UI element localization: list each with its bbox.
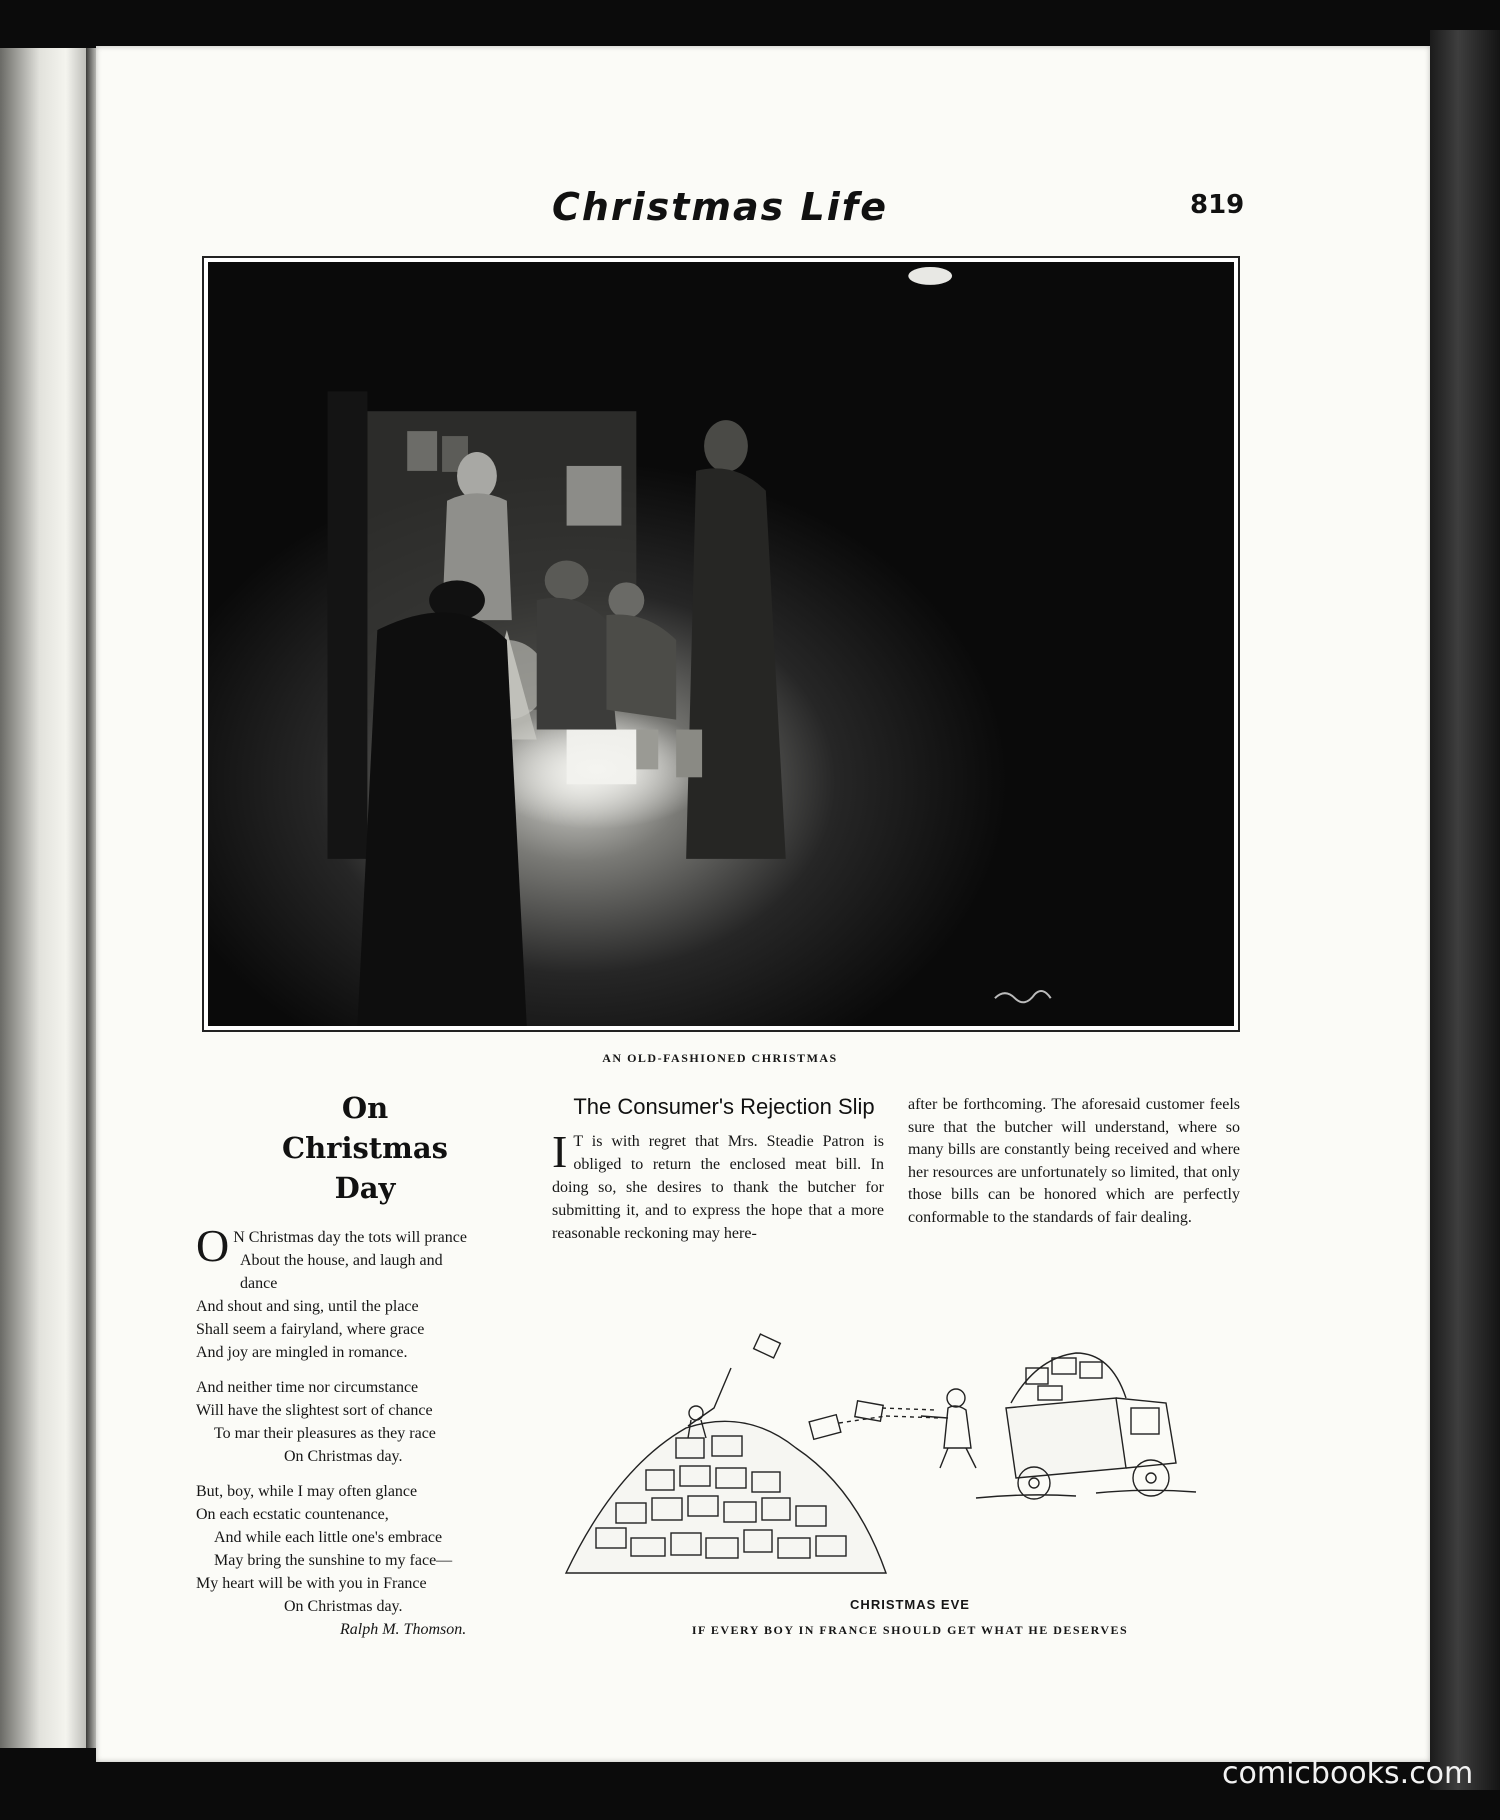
poem-line: But, boy, while I may often glance: [196, 1483, 418, 1500]
poem-line: N Christmas day the tots will prance: [233, 1229, 467, 1246]
poem-line: And neither time nor circumstance: [196, 1379, 419, 1396]
poem-line: On Christmas day.: [284, 1598, 403, 1615]
cartoon-caption-subtitle: IF EVERY BOY IN FRANCE SHOULD GET WHAT HE DESERVES: [691, 1623, 1129, 1637]
article-text-1: T is with regret that Mrs. Steadie Patron is obliged to return the enclosed meat bill. In doing so, she desires to thank the butcher for submitting it, and to express the hope that a more reasonable reckoning may here-: [552, 1133, 884, 1242]
poem-line: dance: [240, 1275, 278, 1292]
poem-stanza: [196, 1376, 530, 1468]
article-column-2: after be forthcoming. The aforesaid customer feels sure that the butcher will understand, where so many bills are constantly being received and where her resources are unfortunately so limited, that only those bills can be honored which are perfectly conformable to the standards of fair dealing.: [908, 1096, 1240, 1226]
watermark-logo: comicbooks.com: [1222, 1756, 1474, 1791]
poem-title-line: Day: [334, 1171, 396, 1205]
poem-stanza: [196, 1220, 530, 1364]
christmas-scene-illustration: [208, 262, 1234, 1026]
left-page-edge: [0, 48, 88, 1748]
poem-line: Shall seem a fairyland, where grace: [196, 1321, 425, 1338]
poem-line: And shout and sing, until the place: [196, 1298, 419, 1315]
poem-line: To mar their pleasures as they race: [214, 1425, 436, 1442]
poem-body: [196, 1220, 530, 1653]
christmas-eve-cartoon: [556, 1298, 1256, 1598]
article-column-1: [552, 1126, 884, 1245]
poem-line: And joy are mingled in romance.: [196, 1344, 408, 1361]
illustration-frame: [202, 256, 1240, 1032]
page-header-title: Christmas Life: [551, 185, 889, 229]
poem-stanza: [196, 1480, 530, 1641]
poem-title: [200, 1088, 530, 1208]
poem-line: About the house, and laugh and: [240, 1252, 443, 1269]
article-title: The Consumer's Rejection Slip: [573, 1094, 875, 1119]
illustration-caption: AN OLD-FASHIONED CHRISTMAS: [602, 1051, 838, 1065]
poem-line: May bring the sunshine to my face—: [214, 1552, 453, 1569]
poem-title-line: Christmas: [282, 1131, 448, 1165]
poem-author: Ralph M. Thomson.: [340, 1621, 467, 1638]
poem-line: On Christmas day.: [284, 1448, 403, 1465]
poem-line: Will have the slightest sort of chance: [196, 1402, 433, 1419]
poem-drop-cap: O: [196, 1220, 230, 1271]
page-number: 819: [1190, 190, 1245, 220]
poem-line: My heart will be with you in France: [196, 1575, 427, 1592]
cartoon-caption-title: CHRISTMAS EVE: [850, 1597, 970, 1612]
poem-title-line: On: [341, 1091, 389, 1125]
poem-line: And while each little one's embrace: [214, 1529, 443, 1546]
right-scan-edge: [1430, 30, 1500, 1790]
article-drop-cap: I: [552, 1126, 568, 1177]
poem-line: On each ecstatic countenance,: [196, 1506, 389, 1523]
